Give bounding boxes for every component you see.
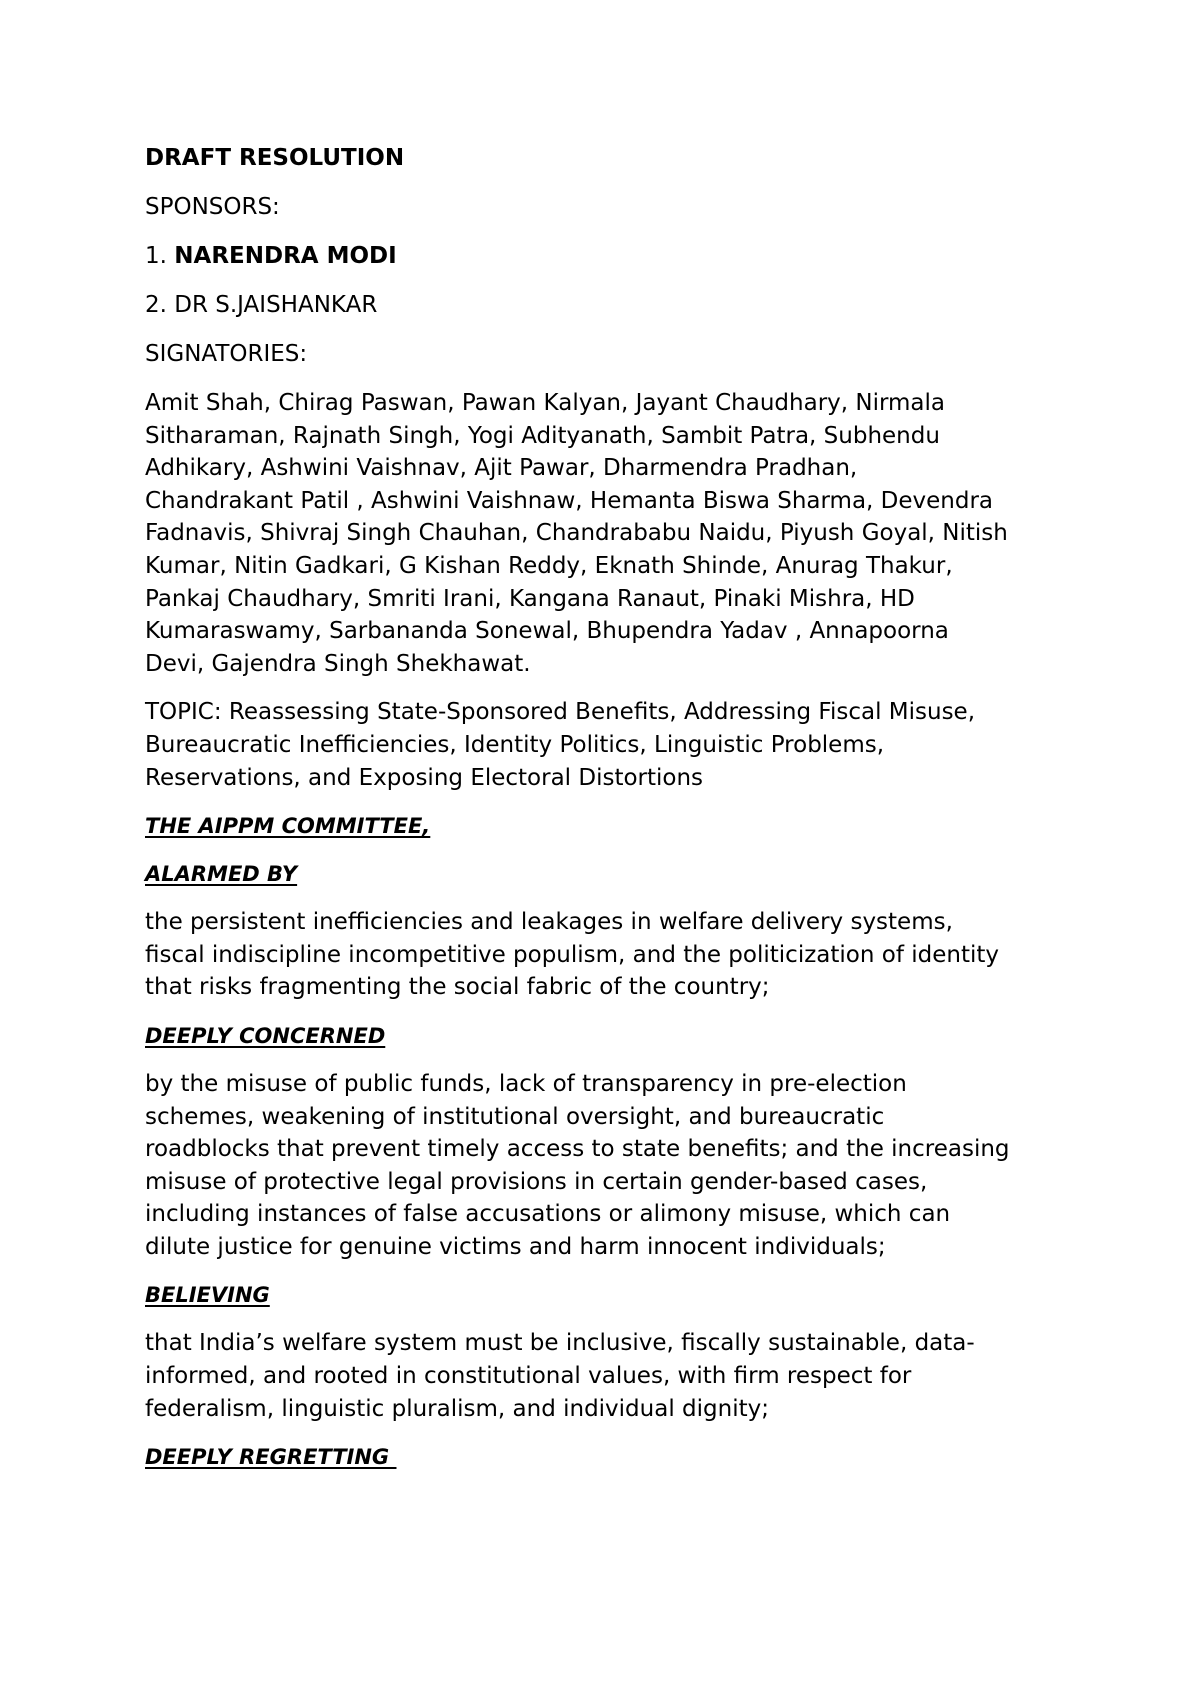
clause-line: by the misuse of public funds, lack of transparency in pre-election bbox=[145, 1070, 907, 1097]
clause-line: federalism, linguistic pluralism, and individual dignity; bbox=[145, 1395, 769, 1422]
clause-line: misuse of protective legal provisions in certain gender-based cases, bbox=[145, 1168, 928, 1195]
clause-line: including instances of false accusations or alimony misuse, which can bbox=[145, 1201, 951, 1228]
sponsor-number: 2. bbox=[145, 292, 167, 318]
topic-line: TOPIC: Reassessing State-Sponsored Benefits, Addressing Fiscal Misuse, bbox=[145, 699, 976, 726]
sponsor-number: 1. bbox=[145, 243, 167, 269]
sponsor-item-1 bbox=[145, 240, 1075, 273]
sponsor-item-2 bbox=[145, 289, 1075, 322]
clause-line: schemes, weakening of institutional oversight, and bureaucratic bbox=[145, 1103, 885, 1130]
clause-line: dilute justice for genuine victims and harm innocent individuals; bbox=[145, 1233, 886, 1260]
clause-heading-deeply-concerned: DEEPLY CONCERNED bbox=[145, 1023, 386, 1048]
signatories-line: Kumaraswamy, Sarbananda Sonewal, Bhupendra Yadav , Annapoorna bbox=[145, 618, 949, 645]
topic-line: Bureaucratic Inefficiencies, Identity Politics, Linguistic Problems, bbox=[145, 731, 885, 758]
document-title: DRAFT RESOLUTION bbox=[145, 145, 405, 171]
sponsors-label: SPONSORS: bbox=[145, 194, 280, 220]
clause-line: that India’s welfare system must be inclusive, fiscally sustainable, data- bbox=[145, 1330, 975, 1357]
signatories-line: Adhikary, Ashwini Vaishnav, Ajit Pawar, Dharmendra Pradhan, bbox=[145, 455, 858, 482]
clause-line: fiscal indiscipline incompetitive populism, and the politicization of identity bbox=[145, 941, 999, 968]
clause-text-alarmed-by bbox=[145, 906, 1075, 1004]
document-page bbox=[145, 142, 1075, 1473]
clause-heading-believing: BELIEVING bbox=[145, 1283, 270, 1308]
signatories-line: Sitharaman, Rajnath Singh, Yogi Adityanath, Sambit Patra, Subhendu bbox=[145, 422, 940, 449]
committee-heading: THE AIPPM COMMITTEE, bbox=[145, 814, 431, 839]
clause-line: the persistent inefficiencies and leakages in welfare delivery systems, bbox=[145, 909, 953, 936]
clause-line: informed, and rooted in constitutional values, with firm respect for bbox=[145, 1363, 912, 1390]
clause-line: that risks fragmenting the social fabric of the country; bbox=[145, 974, 770, 1001]
signatories-line: Fadnavis, Shivraj Singh Chauhan, Chandrababu Naidu, Piyush Goyal, Nitish bbox=[145, 520, 1008, 547]
clause-heading-alarmed-by: ALARMED BY bbox=[145, 862, 298, 887]
signatories-line: Kumar, Nitin Gadkari, G Kishan Reddy, Eknath Shinde, Anurag Thakur, bbox=[145, 552, 953, 579]
clause-heading-deeply-regretting: DEEPLY REGRETTING bbox=[145, 1445, 397, 1470]
signatories-line: Amit Shah, Chirag Paswan, Pawan Kalyan, Jayant Chaudhary, Nirmala bbox=[145, 390, 946, 416]
topic-line: Reservations, and Exposing Electoral Distortions bbox=[145, 764, 704, 791]
signatories-label: SIGNATORIES: bbox=[145, 341, 308, 367]
clause-text-believing bbox=[145, 1327, 1075, 1425]
signatories-line: Pankaj Chaudhary, Smriti Irani, Kangana Ranaut, Pinaki Mishra, HD bbox=[145, 585, 915, 612]
signatories-line: Chandrakant Patil , Ashwini Vaishnaw, Hemanta Biswa Sharma, Devendra bbox=[145, 487, 994, 514]
clause-text-deeply-concerned bbox=[145, 1068, 1075, 1264]
signatories-line: Devi, Gajendra Singh Shekhawat. bbox=[145, 650, 531, 677]
topic-paragraph bbox=[145, 696, 1075, 794]
sponsor-name: NARENDRA MODI bbox=[174, 243, 397, 269]
signatories-list bbox=[145, 387, 1075, 680]
clause-line: roadblocks that prevent timely access to state benefits; and the increasing bbox=[145, 1136, 1010, 1163]
sponsor-name: DR S.JAISHANKAR bbox=[174, 292, 378, 318]
